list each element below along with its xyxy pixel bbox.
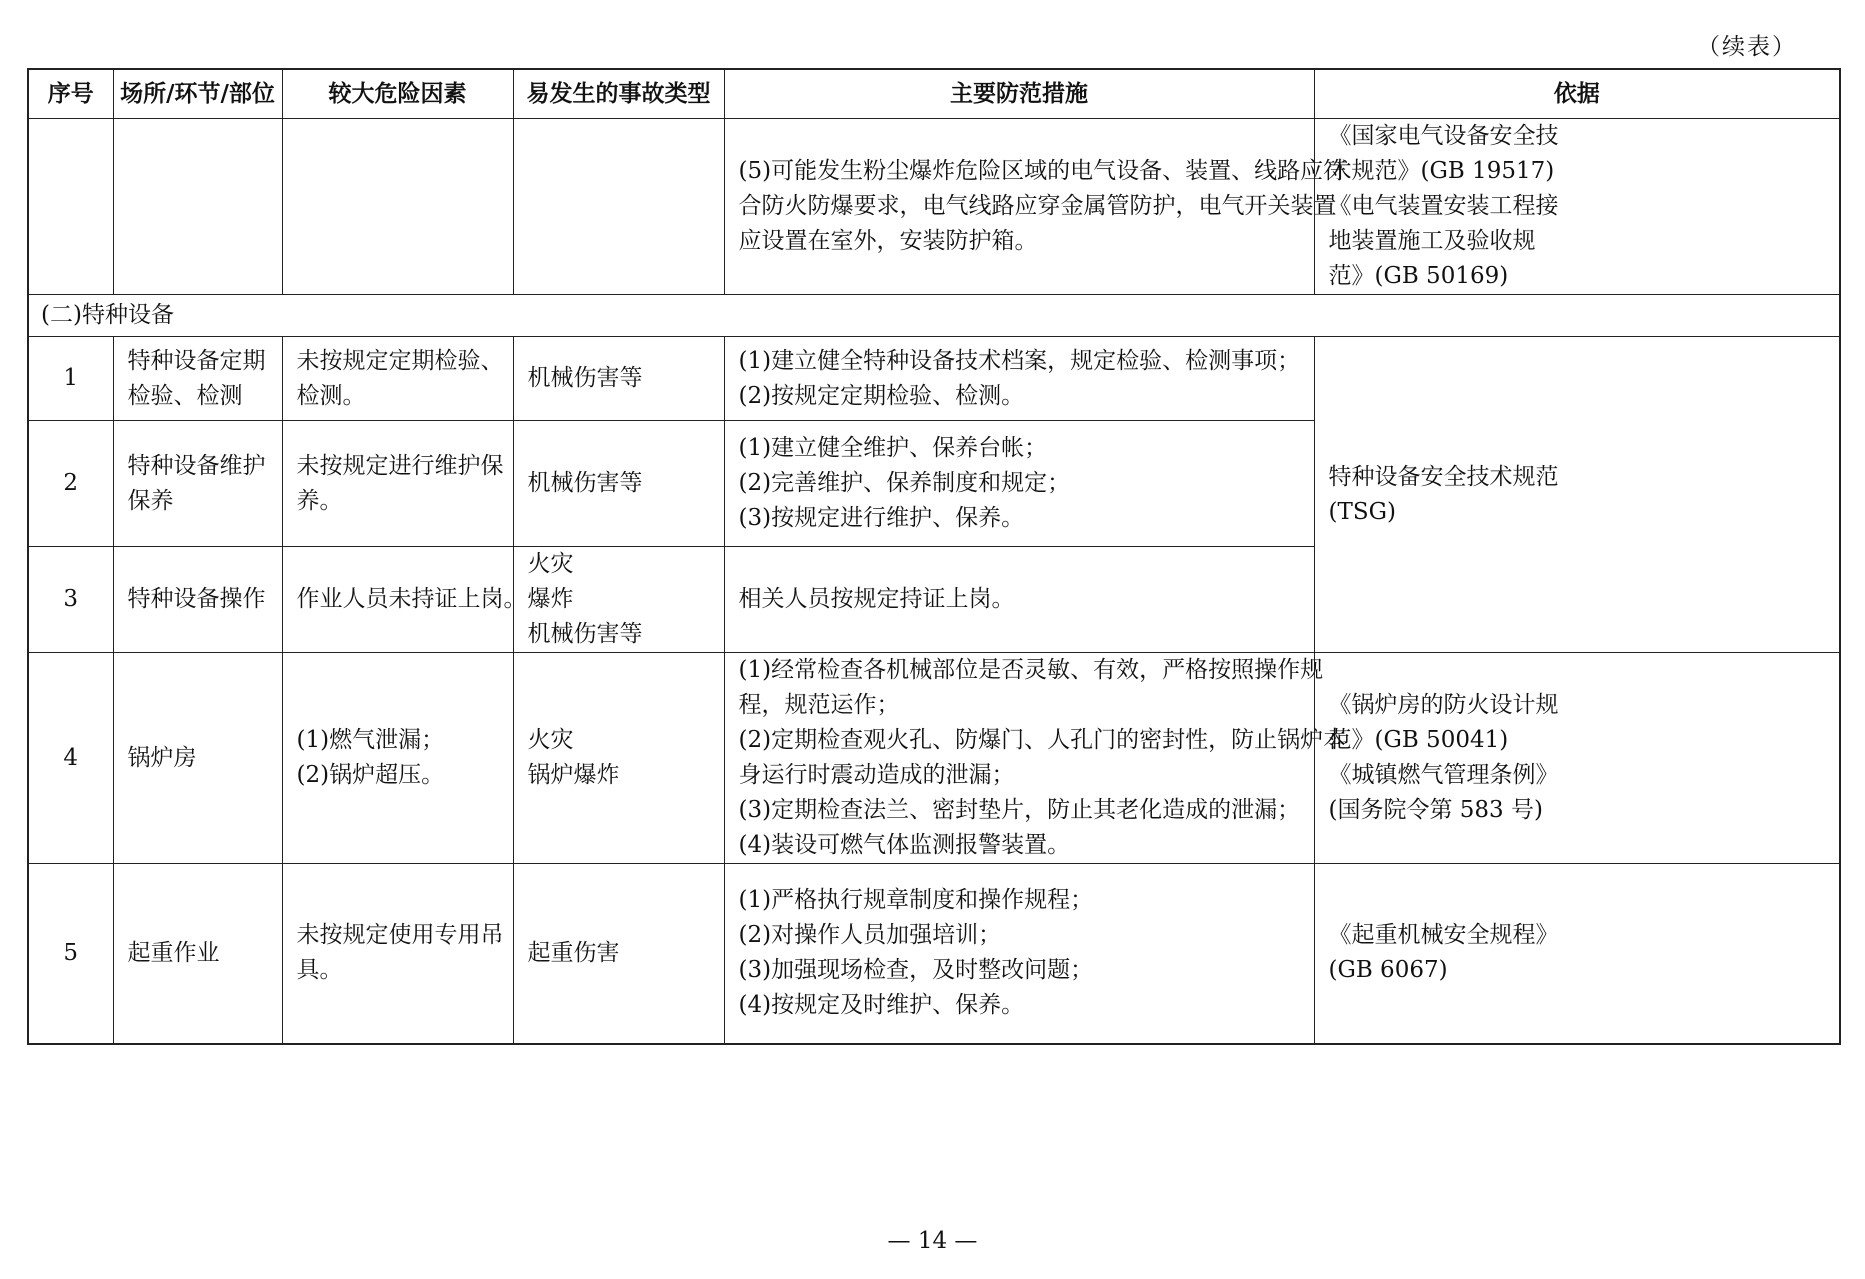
cell-measures — [724, 653, 1347, 864]
line: 机械伤害等 — [527, 365, 643, 391]
cell-risk — [282, 864, 513, 1044]
cell-place — [113, 547, 282, 653]
line: 保养 — [127, 487, 174, 514]
line: 火灾 — [527, 551, 574, 577]
page-number: — 14 — — [887, 1228, 978, 1254]
header-basis: 依据 — [1314, 69, 1840, 119]
table-row — [28, 864, 1840, 1044]
line: 身运行时震动造成的泄漏； — [738, 762, 1015, 788]
cell-accident — [513, 119, 724, 295]
table-row — [28, 653, 1840, 864]
line: 特种设备操作 — [127, 586, 266, 612]
table-row — [28, 337, 1840, 421]
line: (1)建立健全维护、保养台帐； — [738, 435, 1048, 461]
line: 地装置施工及验收规 — [1328, 228, 1536, 254]
cell-accident — [513, 421, 724, 547]
line: 《国家电气设备安全技 — [1328, 123, 1559, 149]
line: 未按规定进行维护保 — [296, 452, 504, 479]
line: 检测。 — [296, 382, 366, 409]
line: 起重伤害 — [527, 939, 620, 966]
line: (3)按规定进行维护、保养。 — [738, 505, 1025, 531]
line: 锅炉爆炸 — [527, 762, 620, 788]
cell-place — [113, 653, 282, 864]
cell-accident — [513, 547, 724, 653]
line: 《锅炉房的防火设计规 — [1328, 692, 1559, 718]
line: (3)定期检查法兰、密封垫片，防止其老化造成的泄漏； — [738, 797, 1301, 823]
header-place: 场所/环节/部位 — [113, 69, 282, 119]
cell-accident — [513, 864, 724, 1044]
line: 特种设备定期 — [127, 347, 266, 374]
cell-place — [113, 864, 282, 1044]
cell-no: 1 — [28, 337, 113, 421]
line: 具。 — [296, 957, 343, 984]
line: (2)按规定定期检验、检测。 — [738, 382, 1025, 409]
line: 爆炸 — [527, 586, 574, 612]
cell-accident — [513, 337, 724, 421]
line: 特种设备安全技术规范 — [1328, 463, 1559, 490]
cell-risk — [282, 421, 513, 547]
line: (国务院令第 583 号) — [1328, 797, 1543, 823]
line: 未按规定使用专用吊 — [296, 922, 504, 949]
line: (GB 6067) — [1328, 957, 1448, 984]
section-title: (二)特种设备 — [28, 295, 1840, 337]
line: 特种设备维护 — [127, 452, 266, 479]
cell-place — [113, 119, 282, 295]
cell-measures — [724, 119, 1347, 295]
cell-risk — [282, 547, 527, 653]
header-risk: 较大危险因素 — [282, 69, 513, 119]
line: (2)锅炉超压。 — [296, 762, 445, 788]
line: 程，规范运作； — [738, 692, 900, 718]
line: (2)完善维护、保养制度和规定； — [738, 470, 1071, 496]
table-row — [28, 119, 1840, 295]
cell-basis-shared — [1314, 337, 1840, 653]
cell-measures — [724, 337, 1314, 421]
line: (1)建立健全特种设备技术档案，规定检验、检测事项； — [738, 347, 1301, 374]
cell-risk — [282, 119, 513, 295]
line: 养。 — [296, 487, 343, 514]
table-header-row — [28, 69, 1840, 119]
cell-measures — [724, 547, 1314, 653]
line: 《电气装置安装工程接 — [1328, 193, 1559, 219]
header-measures: 主要防范措施 — [724, 69, 1314, 119]
line: (2)定期检查观火孔、防爆门、人孔门的密封性，防止锅炉本 — [738, 727, 1347, 753]
line: (4)按规定及时维护、保养。 — [738, 992, 1025, 1019]
line: 应设置在室外，安装防护箱。 — [738, 228, 1038, 254]
cell-basis — [1314, 653, 1840, 864]
line: (TSG) — [1328, 498, 1396, 525]
line: 未按规定定期检验、 — [296, 347, 504, 374]
line: (4)装设可燃气体监测报警装置。 — [738, 832, 1071, 858]
section-row — [28, 295, 1840, 337]
line: (1)燃气泄漏； — [296, 727, 445, 753]
cell-no: 3 — [28, 547, 113, 653]
continued-label: （续表） — [1697, 34, 1797, 60]
line: 范》(GB 50041) — [1328, 727, 1509, 753]
cell-no: 5 — [28, 864, 113, 1044]
line: 《起重机械安全规程》 — [1328, 922, 1559, 949]
line: (1)严格执行规章制度和操作规程； — [738, 887, 1094, 914]
cell-no — [28, 119, 113, 295]
cell-measures — [724, 421, 1314, 547]
line: 范》(GB 50169) — [1328, 263, 1509, 289]
cell-risk — [282, 337, 513, 421]
line: 起重作业 — [127, 939, 220, 966]
header-no: 序号 — [28, 69, 113, 119]
line: 作业人员未持证上岗。 — [296, 586, 527, 612]
cell-place — [113, 337, 282, 421]
risk-table — [27, 68, 1841, 1045]
line: (1)经常检查各机械部位是否灵敏、有效，严格按照操作规 — [738, 657, 1324, 683]
line: (2)对操作人员加强培训； — [738, 922, 1002, 949]
cell-place — [113, 421, 282, 547]
line: 检验、检测 — [127, 382, 243, 409]
line: (3)加强现场检查，及时整改问题； — [738, 957, 1094, 984]
line: (5)可能发生粉尘爆炸危险区域的电气设备、装置、线路应符 — [738, 158, 1347, 184]
cell-no: 2 — [28, 421, 113, 547]
line: 术规范》(GB 19517) — [1328, 158, 1555, 184]
cell-basis — [1314, 119, 1840, 295]
cell-accident — [513, 653, 724, 864]
line: 火灾 — [527, 727, 574, 753]
line: 锅炉房 — [127, 744, 197, 771]
cell-no: 4 — [28, 653, 113, 864]
cell-basis — [1314, 864, 1840, 1044]
line: 机械伤害等 — [527, 621, 643, 647]
cell-risk — [282, 653, 513, 864]
line: 机械伤害等 — [527, 470, 643, 496]
line: 相关人员按规定持证上岗。 — [738, 586, 1015, 612]
header-accident: 易发生的事故类型 — [513, 69, 724, 119]
line: 合防火防爆要求，电气线路应穿金属管防护，电气开关装置 — [738, 193, 1337, 219]
cell-measures — [724, 864, 1314, 1044]
line: 《城镇燃气管理条例》 — [1328, 762, 1559, 788]
